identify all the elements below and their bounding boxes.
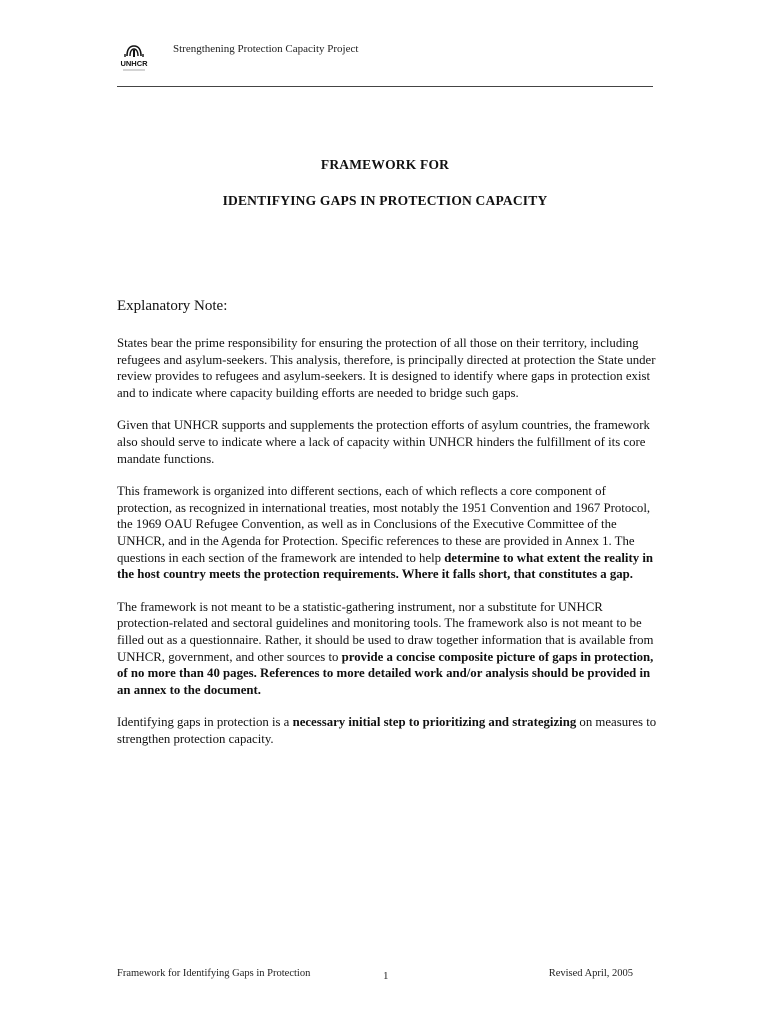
paragraph-5-text-end: on measures to strengthen protection capacity.: [117, 715, 657, 746]
unhcr-logo: [117, 42, 151, 74]
paragraph-4-text: The framework is not meant to be a statistic-gathering instrument, nor a substitute for UNHCR protection-related and sectoral guidelines and monitoring tools. The framework also is not meant to be filled out as a questionnaire. Rather, it should be used to draw together information that is available from UNHCR, government, and other sources to: [117, 599, 654, 664]
page-number: 1: [383, 970, 389, 982]
paragraph-1-text: States bear the prime responsibility for ensuring the protection of all those on their territory, including refugees and asylum-seekers. This analysis, therefore, is principally directed at protection the State under review provides to refugees and asylum-seekers. It is designed to identify where gaps in protection exist and to indicate where capacity building efforts are needed to bridge such gaps.: [117, 336, 656, 400]
paragraph-1: [117, 335, 657, 401]
footer-revision-date: Revised April, 2005: [548, 968, 633, 979]
paragraph-4-emphasis: provide a concise composite picture of gaps in protection, of no more than 40 pages. References to more detailed work and/or analysis should be provided in an annex to the document.: [117, 649, 654, 697]
paragraph-4: [117, 599, 657, 699]
paragraph-3-emphasis: determine to what extent the reality in the host country meets the protection requirements. Where it falls short, that constitutes a gap.: [117, 550, 654, 582]
paragraph-3-text: This framework is organized into different sections, each of which reflects a core component of protection, as recognized in international treaties, most notably the 1951 Convention and 1967 Protocol, the 1969 OAU Refugee Convention, as well as in Conclusions of the Executive Committee of the UNHCR, and in the Agenda for Protection. Specific references to these are provided in Annex 1. The questions in each section of the framework are intended to help: [117, 484, 651, 565]
page-header: [117, 40, 653, 87]
page-footer: [117, 968, 633, 984]
paragraph-3: [117, 483, 657, 583]
project-title: Strengthening Protection Capacity Project: [173, 43, 359, 55]
paragraph-5-emphasis: necessary initial step to prioritizing and strategizing: [292, 715, 577, 730]
document-body: [117, 335, 657, 763]
document-title-line-2: IDENTIFYING GAPS IN PROTECTION CAPACITY: [222, 193, 548, 208]
footer-document-title: Framework for Identifying Gaps in Protection: [117, 968, 311, 979]
paragraph-5: [117, 714, 657, 747]
logo-text: UNHCR: [120, 59, 148, 68]
section-heading: Explanatory Note:: [117, 298, 228, 314]
document-title-line-1: FRAMEWORK FOR: [320, 157, 450, 172]
paragraph-2-text: Given that UNHCR supports and supplements the protection efforts of asylum countries, the framework also should serve to indicate where a lack of capacity within UNHCR hinders the fulfillment of its core mandate functions.: [117, 418, 650, 466]
paragraph-2: [117, 417, 657, 467]
paragraph-5-text-start: Identifying gaps in protection is a: [117, 715, 293, 730]
